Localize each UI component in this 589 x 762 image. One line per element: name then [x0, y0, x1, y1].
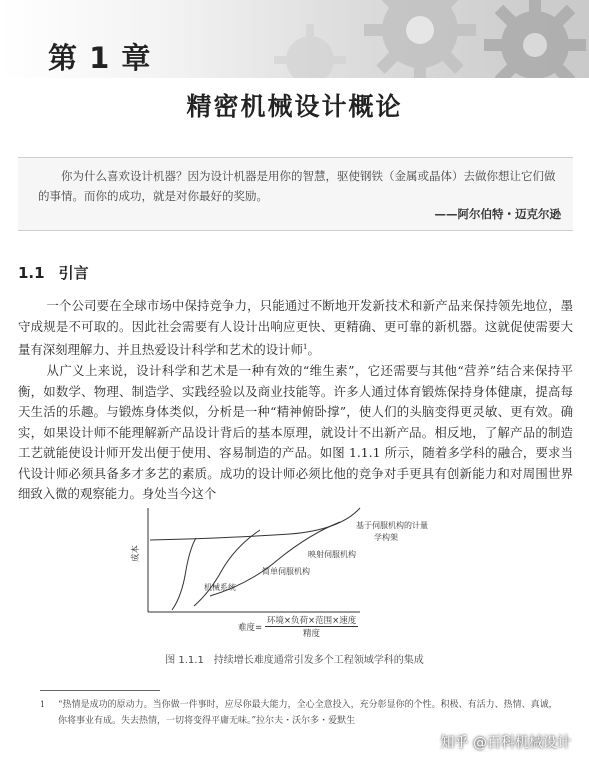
- footnote-mark: 1: [40, 700, 46, 709]
- curve-label: 机械系统: [204, 583, 236, 592]
- gear-decoration-icon: [480, 0, 589, 78]
- epigraph-box: [18, 157, 573, 231]
- x-label-fraction: [265, 614, 358, 639]
- footnote-divider: [40, 690, 160, 691]
- chapter-number: 第 1 章: [48, 41, 152, 75]
- paragraph-text: 一个公司要在全球市场中保持竞争力，只能通过不断地开发新技术和新产品来保持领先地位，墨守成规是不可取的。因此社会需要有人设计出响应更快、更精确、更可靠的新机器。这就促使需要大量有深刻理解力、并且热爱设计科学和艺术的设计师: [18, 298, 573, 358]
- watermark: 知乎 @百科机械设计: [440, 735, 571, 751]
- x-axis-formula: [238, 614, 358, 639]
- curve-label: 学构架: [374, 533, 398, 542]
- footnote-text: “热情是成功的原动力。当你做一件事时，应尽你最大能力，全心全意投入，充分彰显你的个性。积极、有活力、热情、真诚，你将事业有成。失去热情，一切将变得平庸无味。”拉尔夫・沃尔多・爱默生: [58, 700, 558, 726]
- figure-caption: 图 1.1.1 持续增长难度通常引发多个工程领域学科的集成: [165, 655, 424, 666]
- curve-simple-servo: [194, 530, 260, 606]
- curve-label: 映射伺服机构: [308, 550, 356, 559]
- curve-label: 简单伺服机构: [262, 567, 310, 576]
- paragraph: 从广义上来说，设计科学和艺术是一种有效的“维生素”，它还需要与其他“营养”结合来保持平衡，如数学、物理、制造学、实践经验以及商业技能等。许多人通过体育锻炼保持身体健康，提高每天生活的乐趣。与锻炼身体类似，分析是一种“精神俯卧撑”，使人们的头脑变得更灵敏、更有效。确实，如果设计师不能理解新产品设计背后的基本原理，就设计不出新产品。相反地，了解产品的制造工艺就能使设计师开发出便于使用、容易制造的产品。如图 1.1.1 所示，随着多学科的融合，要求当代设计师必须具备多才多艺的素质。成功的设计师必须比他的竞争对手更具有创新能力和对周围世界细致入微的观察能力。身处当今这个: [18, 362, 573, 502]
- gear-decoration-icon: [270, 20, 350, 78]
- paragraph: [18, 296, 573, 361]
- x-label-numerator: 环境×负荷×范围×速度: [266, 616, 357, 626]
- chapter-title: 精密机械设计概论: [186, 92, 403, 121]
- body-text: [18, 296, 573, 505]
- gear-decoration-icon: [360, 0, 480, 78]
- curve-metrology-frame: [150, 508, 360, 540]
- epigraph-author: ——阿尔伯特・迈克尔逊: [434, 207, 561, 221]
- section-title: 引言: [58, 264, 89, 282]
- footnote-reference: 1: [302, 343, 308, 352]
- x-label-denominator: 精度: [303, 629, 321, 639]
- footnote: [40, 697, 560, 729]
- x-label-prefix: 难度=: [238, 622, 263, 633]
- curve-mechanical-system: [172, 538, 196, 610]
- paragraph-end: 。: [307, 342, 320, 358]
- curve-label: 基于伺服机构的计量: [356, 521, 428, 530]
- section-number: 1.1: [18, 264, 45, 282]
- epigraph-text: 你为什么喜欢设计机器？因为设计机器是用你的智慧，驱使钢铁（金属或晶体）去做你想让它们做的事情。而你的成功，就是对你最好的奖励。: [38, 169, 556, 203]
- section-heading: [18, 262, 89, 283]
- chapter-header-band: [0, 0, 589, 78]
- y-axis-label: 成本: [131, 544, 141, 562]
